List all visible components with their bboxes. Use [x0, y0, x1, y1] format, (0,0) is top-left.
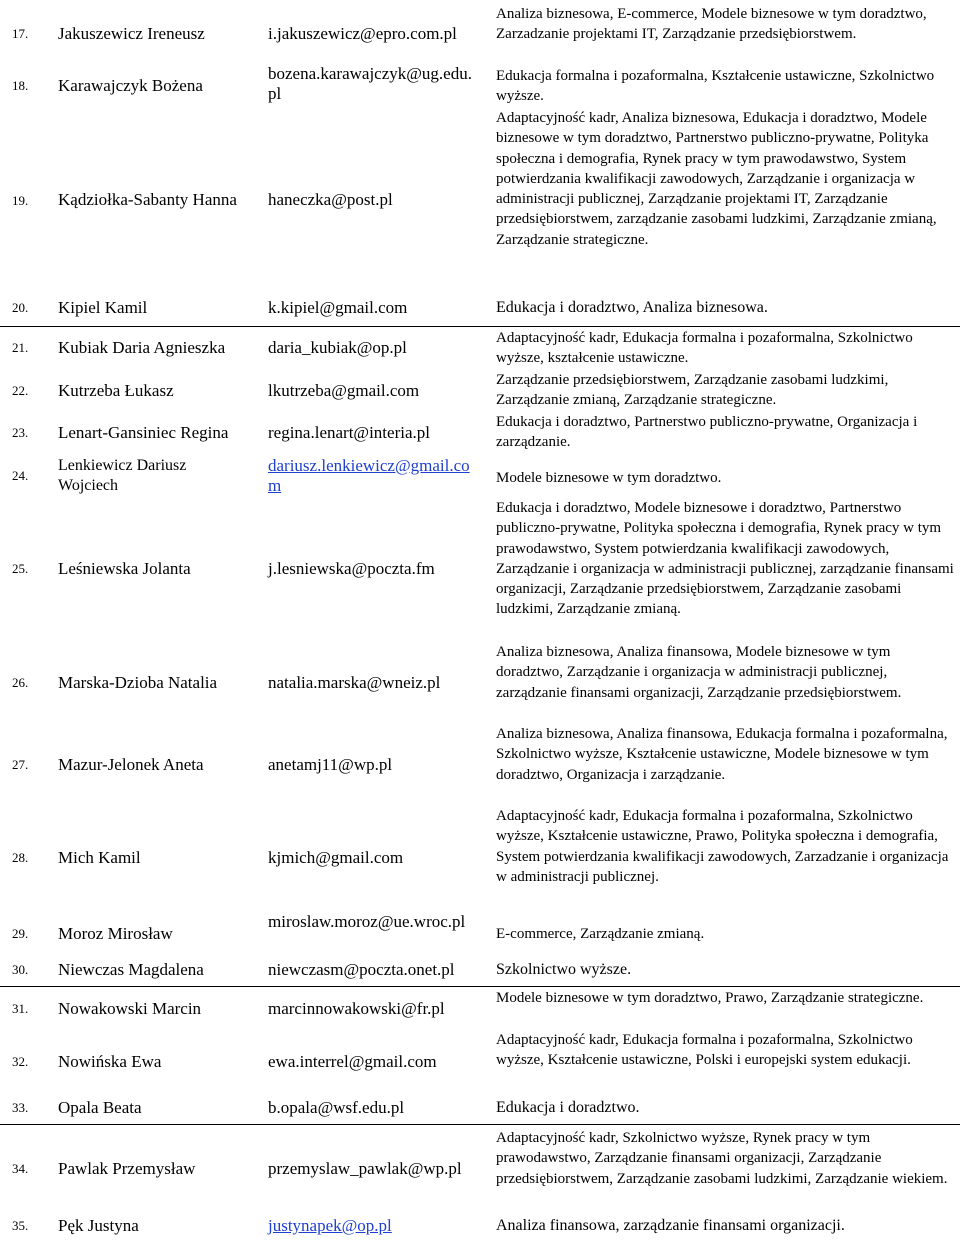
expert-name: Leśniewska Jolanta: [58, 559, 191, 578]
row-number: 19.: [12, 193, 29, 208]
row-number: 34.: [12, 1161, 29, 1176]
expert-name: Marska-Dzioba Natalia: [58, 673, 218, 692]
expert-name: Opala Beata: [58, 1098, 142, 1117]
expert-name: Pawlak Przemysław: [58, 1159, 196, 1178]
row-number: 25.: [12, 561, 29, 576]
expert-name: Mich Kamil: [58, 848, 141, 867]
table-row: [0, 456, 960, 498]
expertise-areas: Edukacja formalna i pozaformalna, Kształcenie ustawiczne, Szkolnictwo wyższe.: [496, 68, 935, 105]
expert-email: bozena.karawajczyk@ug.edu.pl: [268, 64, 472, 103]
table-row: [0, 498, 960, 640]
expert-name: Lenkiewicz Dariusz Wojciech: [58, 457, 187, 494]
expert-name: Jakuszewicz Ireneusz: [58, 24, 205, 43]
expertise-areas: Edukacja i doradztwo, Analiza biznesowa.: [496, 299, 768, 316]
table-row: [0, 806, 960, 908]
table-row: [0, 1098, 960, 1122]
expert-email: miroslaw.moroz@ue.wroc.pl: [268, 912, 466, 931]
expert-name: Niewczas Magdalena: [58, 960, 204, 979]
expertise-areas: Szkolnictwo wyższe.: [496, 961, 632, 978]
table-row: [0, 1128, 960, 1210]
row-separator: [0, 326, 960, 327]
table-row: [0, 4, 960, 60]
row-number: 29.: [12, 926, 29, 941]
table-row: [0, 1030, 960, 1094]
expertise-areas: Analiza biznesowa, Analiza finansowa, Edukacja formalna i pozaformalna, Szkolnictwo wyższe, Kształcenie ustawiczne, Modele biznesowe w tym doradztwo, Organizacja i zarządzanie.: [496, 726, 948, 783]
expert-email: [268, 1216, 486, 1236]
expert-email: kjmich@gmail.com: [268, 848, 404, 867]
expertise-areas: Analiza finansowa, zarządzanie finansami organizacji.: [496, 1217, 845, 1234]
expert-email: [268, 456, 482, 496]
row-number: 24.: [12, 468, 29, 483]
expert-name: Moroz Mirosław: [58, 924, 173, 943]
expert-name: Kipiel Kamil: [58, 298, 148, 317]
expert-email: i.jakuszewicz@epro.com.pl: [268, 24, 457, 43]
table-row: [0, 298, 960, 324]
row-number: 22.: [12, 383, 29, 398]
row-number: 20.: [12, 300, 29, 315]
expertise-areas: Modele biznesowe w tym doradztwo.: [496, 470, 722, 486]
expertise-areas: Edukacja i doradztwo.: [496, 1099, 640, 1116]
expertise-areas: Adaptacyjność kadr, Edukacja formalna i pozaformalna, Szkolnictwo wyższe, kształcenie ustawiczne.: [496, 330, 913, 367]
expert-email: b.opala@wsf.edu.pl: [268, 1098, 405, 1117]
expert-name: Mazur-Jelonek Aneta: [58, 755, 204, 774]
row-number: 26.: [12, 675, 29, 690]
row-number: 18.: [12, 78, 29, 93]
row-number: 33.: [12, 1100, 29, 1115]
expert-email: przemyslaw_pawlak@wp.pl: [268, 1159, 462, 1178]
row-number: 23.: [12, 425, 29, 440]
expertise-areas: Adaptacyjność kadr, Analiza biznesowa, Edukacja i doradztwo, Modele biznesowe w tym doradztwo, Partnerstwo publiczno-prywatne, Polityka społeczna i demografia, Rynek pracy w tym prawodawstwo, System potwierdzania kwalifikacji zawodowych, Zarządzanie i organizacja w administracji publicznej, Zarządzanie projektami IT, Zarządzanie przedsiębiorstwem, zarządzanie zasobami ludzkimi, Zarządzanie zmianą, Zarządzanie strategiczne.: [496, 110, 937, 248]
expert-email: daria_kubiak@op.pl: [268, 338, 407, 357]
table-row: [0, 412, 960, 452]
expert-email: k.kipiel@gmail.com: [268, 298, 408, 317]
expert-name: Kubiak Daria Agnieszka: [58, 338, 226, 357]
expert-name: Kutrzeba Łukasz: [58, 381, 174, 400]
expert-email: anetamj11@wp.pl: [268, 755, 393, 774]
expert-email: natalia.marska@wneiz.pl: [268, 673, 441, 692]
row-number: 31.: [12, 1001, 29, 1016]
expert-name: Kądziołka-Sabanty Hanna: [58, 190, 237, 209]
row-number: 35.: [12, 1218, 29, 1233]
expert-name: Lenart-Gansiniec Regina: [58, 423, 229, 442]
expertise-areas: Modele biznesowe w tym doradztwo, Prawo, Zarządzanie strategiczne.: [496, 990, 924, 1006]
table-row: [0, 724, 960, 806]
row-number: 32.: [12, 1054, 29, 1069]
expertise-areas: Edukacja i doradztwo, Partnerstwo publiczno-prywatne, Organizacja i zarządzanie.: [496, 414, 918, 451]
expert-email: niewczasm@poczta.onet.pl: [268, 960, 455, 979]
email-link[interactable]: dariusz.lenkiewicz@gmail.com: [268, 456, 470, 495]
table-row: [0, 1216, 960, 1242]
row-number: 30.: [12, 962, 29, 977]
expertise-areas: Adaptacyjność kadr, Szkolnictwo wyższe, Rynek pracy w tym prawodawstwo, Zarządzanie finansami organizacji, Zarządzanie przedsiębiorstwem, Zarządzanie zasobami ludzkimi, Zarządzanie wiekiem.: [496, 1130, 948, 1187]
email-link[interactable]: justynapek@op.pl: [268, 1216, 392, 1235]
expertise-areas: Analiza biznesowa, E-commerce, Modele biznesowe w tym doradztwo, Zarzadzanie projektami IT, Zarządzanie przedsiębiorstwem.: [496, 6, 927, 43]
expertise-areas: Zarządzanie przedsiębiorstwem, Zarządzanie zasobami ludzkimi, Zarządzanie zmianą, Zarządzanie strategiczne.: [496, 372, 889, 409]
row-number: 27.: [12, 757, 29, 772]
expert-name: Karawajczyk Bożena: [58, 76, 203, 95]
table-row: [0, 108, 960, 292]
table-row: [0, 642, 960, 724]
row-number: 17.: [12, 26, 29, 41]
expertise-areas: E-commerce, Zarządzanie zmianą.: [496, 926, 705, 942]
table-row: [0, 988, 960, 1030]
row-separator: [0, 1124, 960, 1125]
expert-email: regina.lenart@interia.pl: [268, 423, 430, 442]
expert-name: Nowakowski Marcin: [58, 999, 202, 1018]
table-row: [0, 370, 960, 412]
table-row: [0, 912, 960, 956]
row-number: 21.: [12, 340, 29, 355]
expert-email: j.lesniewska@poczta.fm: [268, 559, 435, 578]
row-separator: [0, 986, 960, 987]
expertise-areas: Adaptacyjność kadr, Edukacja formalna i pozaformalna, Szkolnictwo wyższe, Kształcenie ustawiczne, Polski i europejski system edukacji.: [496, 1032, 913, 1069]
expert-name: Pęk Justyna: [58, 1216, 139, 1235]
row-number: 28.: [12, 850, 29, 865]
expert-name: Nowińska Ewa: [58, 1052, 162, 1071]
table-row: [0, 64, 960, 108]
expert-email: haneczka@post.pl: [268, 190, 393, 209]
expertise-areas: Analiza biznesowa, Analiza finansowa, Modele biznesowe w tym doradztwo, Zarządzanie i organizacja w administracji publicznej, zarządzanie finansami organizacji, Zarządzanie przedsiębiorstwem.: [496, 644, 902, 701]
expert-email: marcinnowakowski@fr.pl: [268, 999, 445, 1018]
expert-email: ewa.interrel@gmail.com: [268, 1052, 437, 1071]
table-row: [0, 328, 960, 368]
table-row: [0, 960, 960, 984]
expertise-areas: Adaptacyjność kadr, Edukacja formalna i pozaformalna, Szkolnictwo wyższe, Kształcenie ustawiczne, Prawo, Polityka społeczna i demografia, System potwierdzania kwalifikacji zawodowych, Zarzadzanie i organizacja w administracji publicznej.: [496, 808, 949, 885]
expertise-areas: Edukacja i doradztwo, Modele biznesowe i doradztwo, Partnerstwo publiczno-prywatne, Polityka społeczna i demografia, Rynek pracy w tym prawodawstwo, System potwierdzania kwalifikacji zawodowych, Zarządzanie i organizacja w administracji publicznej, zarządzanie finansami organizacji, Zarządzanie przedsiębiorstwem, Zarządzanie zasobami ludzkimi, Zarządzanie zmianą.: [496, 500, 954, 618]
expert-email: lkutrzeba@gmail.com: [268, 381, 420, 400]
